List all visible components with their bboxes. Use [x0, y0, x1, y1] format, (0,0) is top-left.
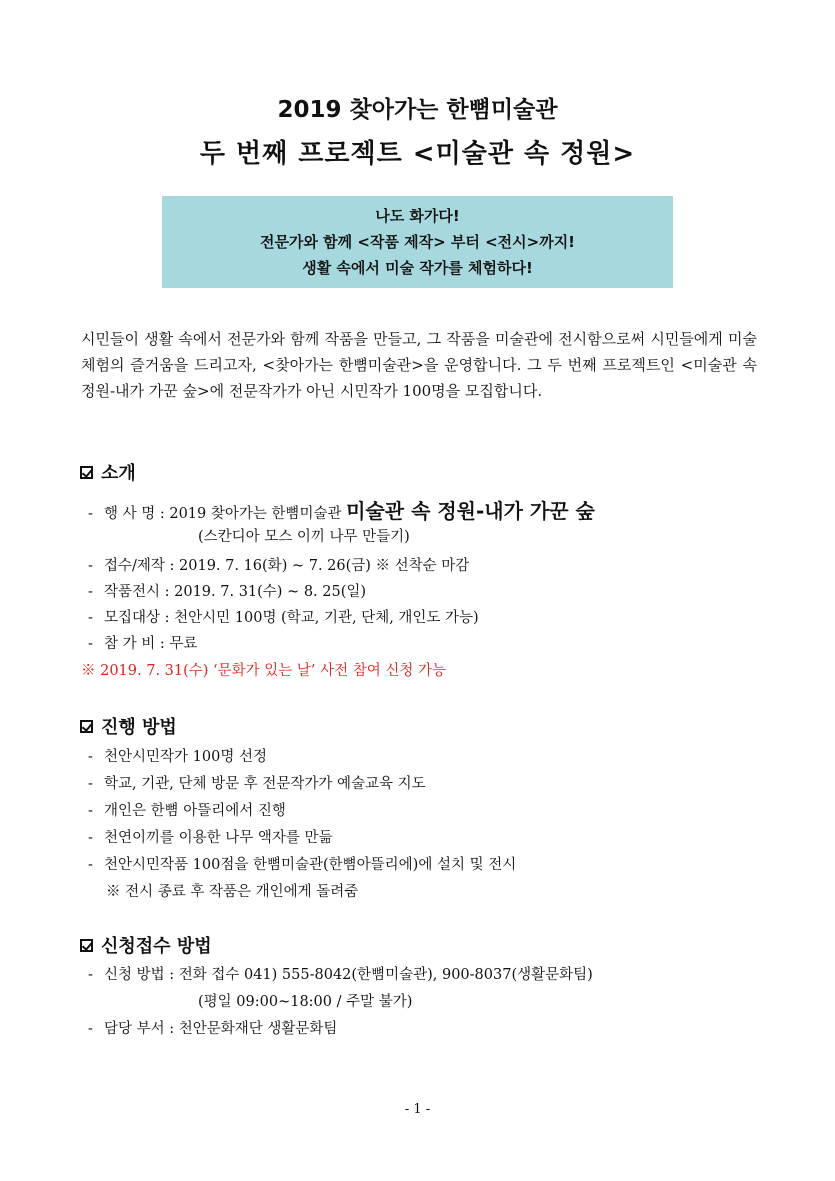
list-item: - 천연이끼를 이용한 나무 액자를 만듦 [88, 830, 333, 846]
section-heading-text: 진행 방법 [101, 717, 177, 738]
list-item: - 학교, 기관, 단체 방문 후 전문작가가 예술교육 지도 [88, 776, 426, 792]
banner-line-1: 나도 화가다! [375, 207, 460, 225]
event-name: 미술관 속 정원-내가 가꾼 숲 [346, 499, 595, 523]
highlight-banner [162, 196, 673, 288]
checkbox-icon [80, 939, 93, 952]
list-item-text: 개인은 한뼘 아뜰리에서 진행 [104, 803, 286, 819]
return-note: ※ 전시 종료 후 작품은 개인에게 돌려줌 [106, 884, 359, 900]
department-text: 담당 부서 : 천안문화재단 생활문화팀 [104, 1021, 338, 1037]
recruit-target: - 모집대상 : 천안시민 100명 (학교, 기관, 단체, 개인도 가능) [88, 610, 479, 626]
page-number: - 1 - [404, 1102, 431, 1117]
department: - 담당 부서 : 천안문화재단 생활문화팀 [88, 1021, 338, 1037]
event-subtitle: (스칸디아 모스 이끼 나무 만들기) [198, 529, 410, 545]
apply-hours: (평일 09:00~18:00 / 주말 불가) [198, 994, 413, 1010]
participation-fee: - 참 가 비 : 무료 [88, 636, 198, 652]
intro-paragraph: 시민들이 생활 속에서 전문가와 함께 작품을 만들고, 그 작품을 미술관에 전시함으로써 시민들에게 미술체험의 즐거움을 드리고자, <찾아가는 한뼘미술관>을 운영합니다. 그 두 번째 프로젝트인 <미술관 속 정원-내가 가꾼 숲>에 전문작가가 아닌 시민작가 100명을 모집합니다. [81, 330, 757, 400]
event-name-line: - 행 사 명 : 2019 찾아가는 한뼘미술관 미술관 속 정원-내가 가꾼 숲 [88, 499, 595, 523]
list-item-text: 학교, 기관, 단체 방문 후 전문작가가 예술교육 지도 [104, 776, 426, 792]
reception-period: - 접수/제작 : 2019. 7. 16(화) ~ 7. 26(금) ※ 선착순 마감 [88, 558, 470, 574]
list-item: - 천안시민작품 100점을 한뼘미술관(한뼘아뜰리에)에 설치 및 전시 [88, 857, 517, 873]
exhibition-text: 작품전시 : 2019. 7. 31(수) ~ 8. 25(일) [104, 584, 367, 600]
list-item-text: 천안시민작품 100점을 한뼘미술관(한뼘아뜰리에)에 설치 및 전시 [104, 857, 517, 873]
list-item: - 천안시민작가 100명 선정 [88, 749, 267, 765]
section-heading-text: 소개 [101, 463, 136, 484]
title-line-1: 2019 찾아가는 한뼘미술관 [277, 97, 558, 123]
fee-text: 참 가 비 : 무료 [104, 636, 198, 652]
apply-method: - 신청 방법 : 전화 접수 041) 555-8042(한뼘미술관), 900-8037(생활문화팀) [88, 967, 593, 983]
section-heading-apply [80, 932, 212, 958]
reception-text: 접수/제작 : 2019. 7. 16(화) ~ 7. 26(금) ※ 선착순 마감 [104, 558, 470, 574]
banner-line-3: 생활 속에서 미술 작가를 체험하다! [302, 259, 533, 277]
exhibition-period: - 작품전시 : 2019. 7. 31(수) ~ 8. 25(일) [88, 584, 367, 600]
section-heading-text: 신청접수 방법 [101, 936, 212, 957]
checkbox-icon [80, 466, 93, 479]
section-heading-process [80, 713, 177, 739]
checkbox-icon [80, 720, 93, 733]
list-item-text: 천안시민작가 100명 선정 [104, 749, 267, 765]
apply-method-text: 신청 방법 : 전화 접수 041) 555-8042(한뼘미술관), 900-8037(생활문화팀) [104, 967, 593, 983]
list-item: - 개인은 한뼘 아뜰리에서 진행 [88, 803, 286, 819]
section-heading-overview [80, 459, 136, 485]
culture-day-note: ※ 2019. 7. 31(수) ‘문화가 있는 날’ 사전 참여 신청 가능 [81, 663, 447, 679]
target-text: 모집대상 : 천안시민 100명 (학교, 기관, 단체, 개인도 가능) [104, 610, 479, 626]
event-label: 행 사 명 : 2019 찾아가는 한뼘미술관 [104, 506, 342, 522]
list-item-text: 천연이끼를 이용한 나무 액자를 만듦 [104, 830, 333, 846]
banner-line-2: 전문가와 함께 <작품 제작> 부터 <전시>까지! [259, 233, 576, 251]
title-line-2: 두 번째 프로젝트 <미술관 속 정원> [199, 139, 636, 169]
